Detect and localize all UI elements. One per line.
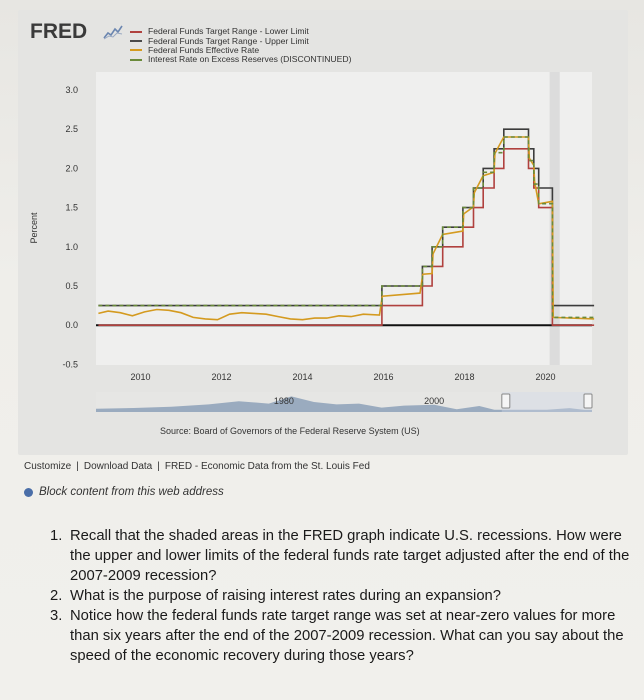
question-number: 3. bbox=[50, 608, 63, 624]
legend-label: Federal Funds Target Range - Upper Limit bbox=[148, 35, 309, 46]
x-tick-label: 2020 bbox=[535, 372, 556, 382]
y-tick-labels bbox=[62, 85, 78, 369]
question-text: Recall that the shaded areas in the FRED graph indicate U.S. recessions. How were the upper and lower limits of the federal funds rate target adjusted after the end of the 2007-2009 recession? bbox=[70, 528, 630, 584]
chart-links bbox=[24, 461, 370, 472]
question-item bbox=[50, 526, 630, 586]
navigator-handle-right[interactable] bbox=[584, 394, 592, 408]
question-text: Notice how the federal funds rate target range was set at near-zero values for more than six years after the end of the 2007-2009 recession. What can you say about the speed of the economic recovery during those years? bbox=[70, 608, 624, 664]
question-item bbox=[50, 586, 630, 606]
y-tick-label: 1.5 bbox=[65, 202, 78, 213]
info-icon bbox=[24, 488, 33, 497]
chart-source: Source: Board of Governors of the Federal Reserve System (US) bbox=[160, 426, 420, 436]
y-tick-label: 3.0 bbox=[65, 85, 78, 95]
x-tick-label: 2016 bbox=[373, 372, 394, 382]
link-separator: | bbox=[157, 461, 160, 472]
plot-area bbox=[96, 72, 594, 365]
y-tick-label: 2.5 bbox=[65, 124, 78, 135]
question-number: 2. bbox=[50, 588, 63, 604]
legend-label: Federal Funds Effective Rate bbox=[148, 44, 260, 55]
x-tick-label: 2018 bbox=[454, 372, 475, 382]
question-item bbox=[50, 606, 630, 666]
x-tick-label: 2014 bbox=[292, 372, 313, 382]
y-tick-label: 2.0 bbox=[65, 163, 78, 174]
legend-label: Federal Funds Target Range - Lower Limit bbox=[148, 26, 309, 37]
fred-logo[interactable]: FRED bbox=[30, 20, 88, 43]
plot-background bbox=[96, 72, 592, 365]
fred-home-link[interactable]: FRED - Economic Data from the St. Louis Fed bbox=[164, 461, 370, 472]
blocked-content-notice[interactable] bbox=[24, 486, 224, 498]
y-tick-label: -0.5 bbox=[62, 359, 78, 370]
navigator-handle-left[interactable] bbox=[502, 394, 510, 408]
customize-link[interactable]: Customize bbox=[24, 461, 72, 472]
question-list bbox=[50, 526, 630, 666]
download-data-link[interactable]: Download Data bbox=[83, 461, 153, 472]
blocked-content-text: Block content from this web address bbox=[39, 486, 224, 498]
link-separator: | bbox=[76, 461, 79, 472]
y-tick-label: 0.0 bbox=[65, 320, 78, 331]
navigator-selection[interactable] bbox=[502, 392, 592, 412]
range-navigator[interactable] bbox=[96, 392, 592, 412]
navigator-year-label: 2000 bbox=[424, 396, 445, 406]
x-tick-label: 2012 bbox=[211, 372, 232, 382]
y-tick-label: 0.5 bbox=[65, 281, 78, 291]
x-tick-label: 2010 bbox=[130, 372, 151, 382]
recession-shading bbox=[550, 72, 560, 365]
question-number: 1. bbox=[50, 528, 63, 544]
navigator-year-label: 1980 bbox=[273, 396, 294, 406]
y-tick-label: 1.0 bbox=[65, 241, 78, 252]
legend-label: Interest Rate on Excess Reserves (DISCONTINUED) bbox=[148, 54, 352, 65]
x-tick-labels bbox=[131, 372, 556, 382]
y-axis-label: Percent bbox=[29, 212, 39, 244]
question-text: What is the purpose of raising interest rates during an expansion? bbox=[70, 588, 502, 604]
